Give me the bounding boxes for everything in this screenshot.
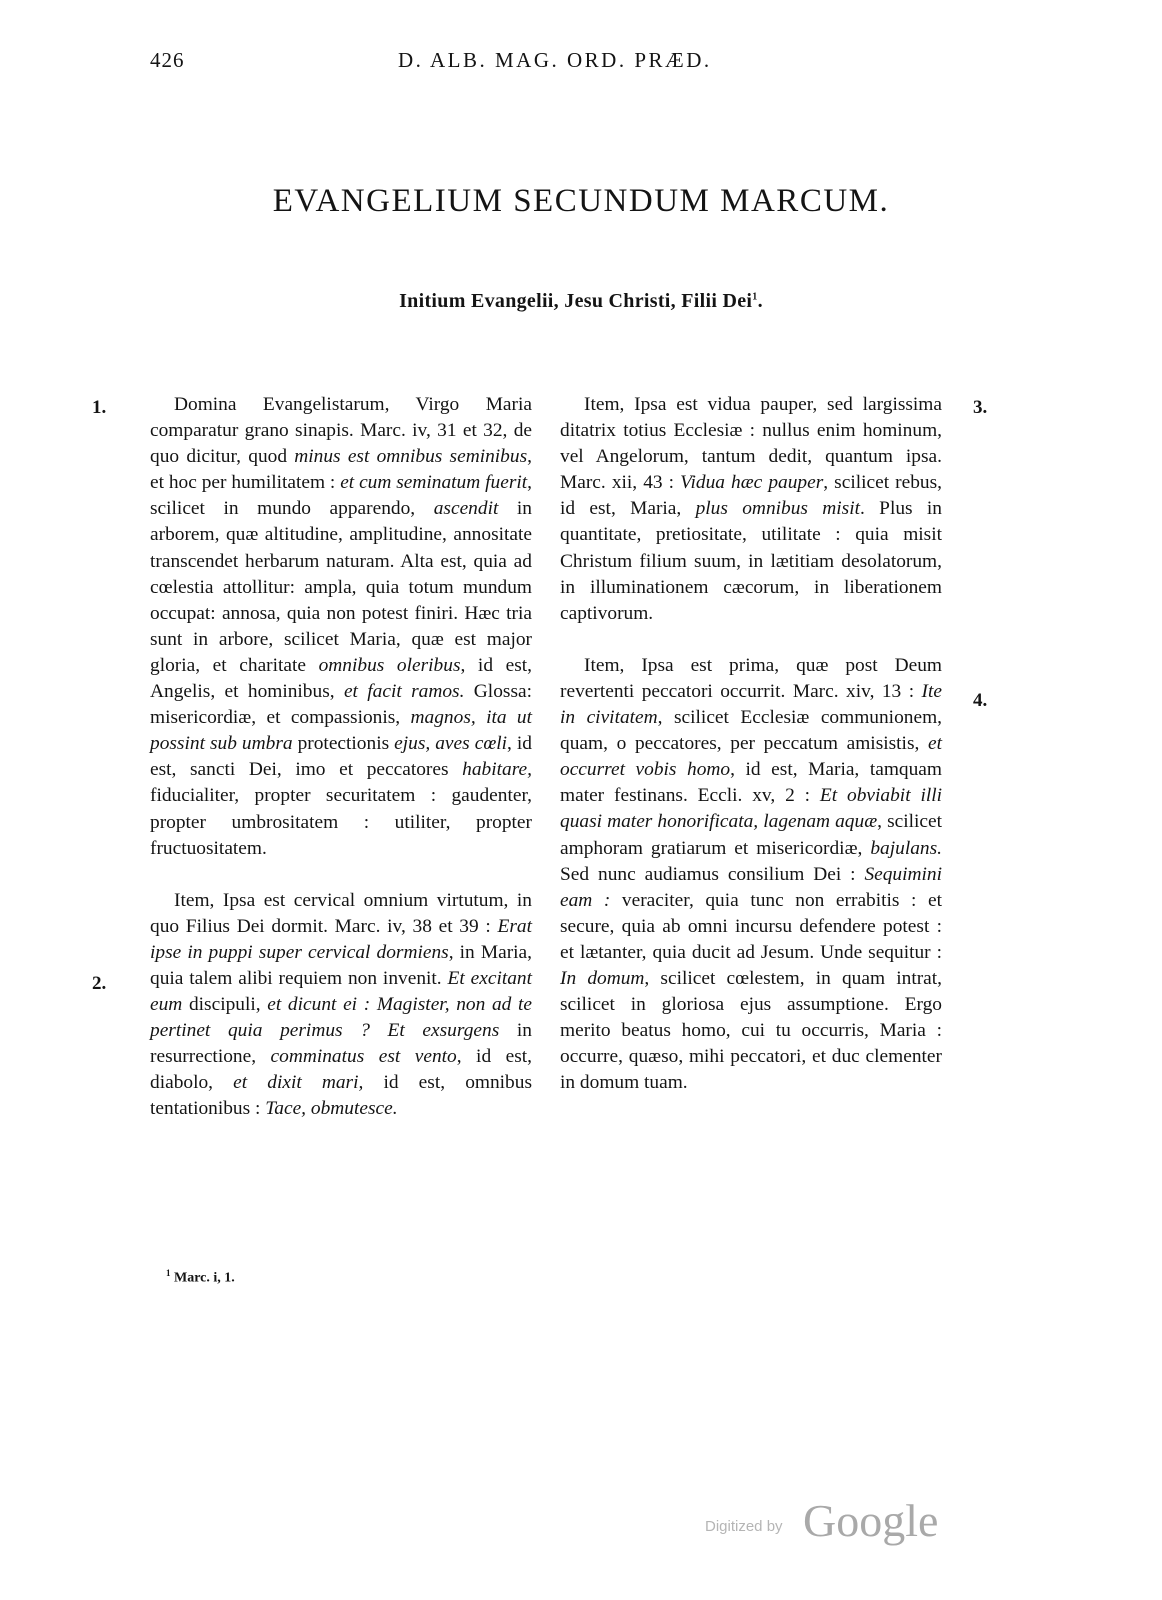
text-run: protectionis (292, 733, 395, 755)
italic-phrase: et occurret vobis homo (560, 733, 942, 781)
text-run: , id est, sancti Dei, imo et peccatores (150, 733, 532, 781)
text-run: , et hoc per humilitatem : (150, 446, 532, 494)
google-logo: Google (803, 1495, 939, 1546)
footnote-mark: 1 (166, 1268, 171, 1278)
italic-phrase: Tace, obmutesce. (265, 1098, 398, 1120)
italic-phrase: et dicunt ei : Magister, non ad te pertinet quia perimus ? Et exsurgens (150, 994, 532, 1042)
running-header (0, 48, 1162, 80)
footnote (166, 1268, 235, 1287)
text-run: , scilicet rebus, id est, Maria, (560, 472, 942, 520)
running-head: D. ALB. MAG. ORD. PRÆD. (398, 48, 712, 72)
text-run: , scilicet in mundo apparendo, (150, 472, 532, 520)
italic-phrase: Ite in civitatem (560, 680, 942, 729)
text-run: . Plus in quantitate, pretiositate, utilitate : quia misit Christum filium suum, in lætitiam desolatorum, in illuminationem cæcorum, in liberationem captivorum. (560, 498, 942, 624)
subtitle-text: Initium Evangelii, Jesu Christi, Filii Dei (399, 290, 753, 312)
paragraph-marker-2: 2. (92, 973, 107, 994)
text-run: Item, Ipsa est vidua pauper, sed largissima ditatrix totius Ecclesiæ : nullus enim hominum, vel Angelorum, tantum dedit, quantum ipsa. Marc. xii, 43 : (560, 394, 942, 494)
text-run: , scilicet cœlestem, in quam intrat, scilicet in gloriosa ejus assumptione. Ergo merito beatus homo, cui tu occurris, Maria : occurre, quæso, mihi peccatori, et duc clementer in domum tuam. (560, 967, 943, 1094)
text-run: Item, Ipsa est cervical omnium virtutum, in quo Filius Dei dormit. Marc. iv, 38 et 39 : (150, 889, 532, 937)
subtitle-trailing: . (757, 290, 763, 312)
italic-phrase: minus est omnibus seminibus (294, 446, 528, 468)
text-run: , scilicet amphoram gratiarum et misericordiæ, (560, 811, 942, 859)
paragraph-4 (560, 653, 942, 1097)
italic-phrase: et cum seminatum fuerit (340, 472, 528, 494)
text-run: Item, Ipsa est prima, quæ post Deum revertenti peccatori occurrit. Marc. xiv, 13 : (560, 654, 942, 702)
paragraph-2 (150, 888, 532, 1123)
page-title: EVANGELIUM SECUNDUM MARCUM. (272, 183, 890, 219)
text-run: Domina Evangelistarum, Virgo Maria comparatur grano sinapis. Marc. iv, 31 et 32, de quo dicitur, quod (150, 394, 532, 468)
text-run: discipuli, (182, 994, 268, 1016)
italic-phrase: Sequimini eam : (560, 863, 942, 911)
text-run: Sed nunc audiamus consilium Dei : (560, 863, 865, 885)
paragraph-marker-4: 4. (973, 690, 988, 711)
footnote-reference: 1 (752, 291, 758, 303)
italic-phrase: bajulans. (870, 837, 942, 859)
watermark-prefix: Digitized by (705, 1518, 783, 1535)
digitized-watermark (705, 1494, 945, 1546)
text-run: in resurrectione, (150, 1020, 532, 1068)
text-run: fiducialiter, propter securitatem : gaudenter, propter umbrositatem : utiliter, propter fructuositatem. (150, 785, 532, 859)
left-column (150, 392, 532, 1123)
paragraph-1 (150, 392, 532, 862)
section-subtitle (0, 290, 1162, 313)
italic-phrase: comminatus est vento (270, 1046, 457, 1068)
italic-phrase: plus omnibus misit (695, 498, 860, 520)
paragraph-3 (560, 392, 942, 627)
italic-phrase: Et excitant eum (150, 967, 532, 1016)
italic-phrase: Vidua hæc pauper (680, 472, 824, 494)
italic-phrase: habitare, (462, 759, 532, 781)
italic-phrase: et dixit mari, (233, 1072, 364, 1094)
italic-phrase: et facit ramos. (343, 681, 465, 703)
page-number: 426 (150, 48, 185, 72)
italic-phrase: Et obviabit illi quasi mater honorificata, lagenam aquæ (560, 785, 943, 833)
text-run: veraciter, quia tunc non errabitis : et secure, quia ab omni incursu defendere potest : et lætanter, quia ducit ad Jesum. Unde sequitur : (560, 889, 942, 963)
text-run: , id est, diabolo, (150, 1046, 532, 1094)
paragraph-marker-3: 3. (973, 397, 988, 418)
text-run: Glossa: misericordiæ, et compassionis, (150, 681, 532, 729)
text-run: , scilicet Ecclesiæ communionem, quam, o peccatores, per peccatum amisistis, (560, 707, 942, 755)
text-run: id est, omnibus tentationibus : (150, 1072, 532, 1120)
footnote-text: Marc. i, 1. (174, 1270, 235, 1286)
text-run: , id est, Maria, tamquam mater festinans. Eccli. xv, 2 : (560, 759, 943, 807)
paragraph-marker-1: 1. (92, 397, 107, 418)
italic-phrase: In domum (560, 967, 645, 989)
right-column (560, 392, 942, 1096)
italic-phrase: ejus, aves cœli (394, 733, 508, 755)
italic-phrase: Erat ipse in puppi super cervical dormiens (150, 915, 532, 963)
text-run: , in Maria, quia talem alibi requiem non invenit. (150, 941, 532, 989)
text-run: , id est, Angelis, et hominibus, (150, 654, 532, 703)
italic-phrase: ascendit (433, 498, 499, 520)
text-run: in arborem, quæ altitudine, amplitudine, annositate transcendet herbarum naturam. Alta est, quia ad cœlestia attollitur: ampla, quia totum mundum occupat: annosa, quia non potest finiri. Hæc tria sunt in arbore, scilicet Maria, quæ est major gloria, et charitate (150, 498, 532, 676)
italic-phrase: omnibus oleribus (318, 654, 461, 676)
italic-phrase: magnos, ita ut possint sub umbra (150, 707, 532, 755)
